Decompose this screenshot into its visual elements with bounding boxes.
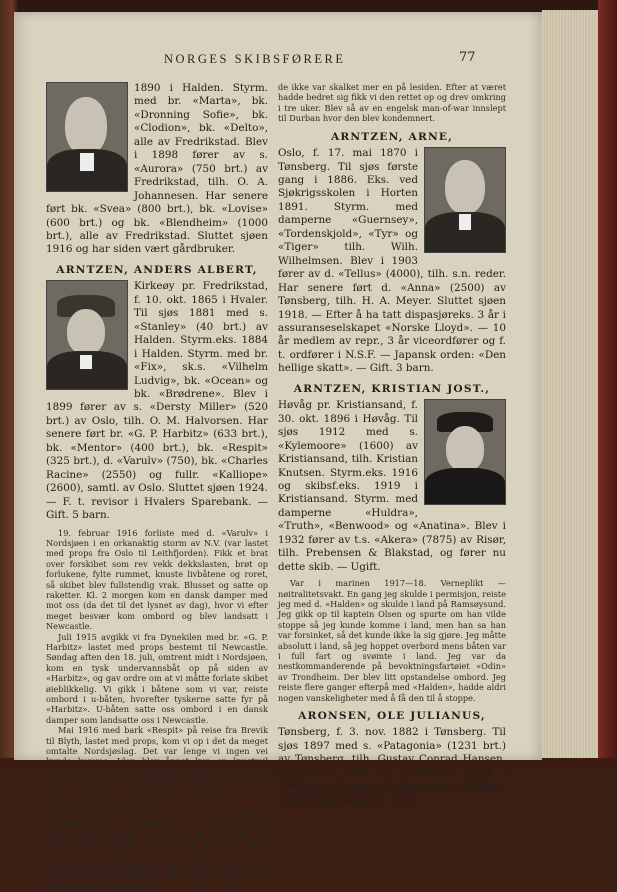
anecdote-continued (278, 82, 506, 124)
left-column (46, 82, 268, 892)
entry-heading-arne: ARNTZEN, ARNE, (330, 130, 454, 143)
book-cover (598, 0, 617, 768)
entry-heading-kristian: ARNTZEN, KRISTIAN JOST., (293, 382, 491, 395)
anecdote-anders (46, 528, 268, 892)
anecdote-paragraph: Var i marinen 1917—18. Verneplikt — nøitralitetsvakt. En gang jeg skulde i permisjon, reiste jeg med d. «Halden» og skulde i land på Ramsøysund. Jeg gikk op til kaptein Olsen og spurte om han vilde stoppe så jeg kunde komme i land, men han sa han var forsinket, så det kunde ikke la sig gjøre. Jeg måtte absolutt i land, så jeg hoppet overbord mens båten var i full fart og svømte i land. Jeg var da nestkommanderende på bevoktningsfartøiet «Odin» av Trondheim. Der blev litt opstandelse ombord. Jeg reiste flere ganger efterpå med «Halden», hadde aldri nogen vanskeligheter med å få den til å stoppe. (278, 578, 506, 703)
anecdote-paragraph: Mai 1916 med bark «Respit» på reise fra Brevik til Blyth, lastet med props, kom vi op i det da meget omtalte Nordsjøslag. Det var lenge vi ingen vei kunde komme. Iden blev åpnet kun en kvartmil borte. Det var nogen fryktelige minutter da kulene før rundt i alle retninger uten å treffe oss. Det var et under at vi ikke blev skudt i senk. Det var en øredøvende kanontorden. (46, 725, 268, 809)
portrait-photo-3 (424, 147, 506, 253)
anecdote-paragraph: de ikke var skalket mer en på lesiden. Efter at været hadde bedret sig fikk vi den rettet op og drev omkring i tre uker. Blev så av en engelsk man-of-war innslept til Durban hvor den blev kondemnert. (278, 82, 506, 124)
entry-body-anders: Kirkeøy pr. Fredrikstad, f. 10. okt. 1865 i Hvaler. Til sjøs 1881 med s. «Stanley» (40 brt.) av Halden. Styrm.eks. 1884 i Halden. Styrm. med br. «Fix», sk.s. «Vilhelm Ludvig», bk. «Ocean» og bk. «Brødrene». Blev i 1899 fører av s. «Dersty Miller» (520 brt.) av Oslo, tilh. O. M. Halvorsen. Har senere ført br. «G. P. Harbitz» (633 brt.), bk. «Mentor» (400 brt.), bk. «Respit» (325 brt.), d. «Varulv» (750), bk. «Charles Racine» (2550) og fullr. «Kalliope» (2600), samtl. av Oslo. Sluttet sjøen 1924. — F. t. revisor i Hvalers Sparebank. — Gift. 5 barn. (46, 280, 268, 522)
right-column (278, 82, 506, 807)
portrait-photo-4 (424, 399, 506, 505)
entry-body-arne: Oslo, f. 17. mai 1870 i Tønsberg. Til sjøs første gang i 1886. Eks. ved Sjøkrigsskolen i Horten 1891. Styrm. med damperne «Guernsey», «Tordenskjold», «Tyr» og «Tiger» tilh. Wilh. Wilhelmsen. Blev i 1903 fører av d. «Tellus» (4000), tilh. s.n. reder. Har senere ført d. «Anna» (2500) av Tønsberg, tilh. H. A. Meyer. Sluttet sjøen 1918. — Efter å ha tatt dispasjøreks. 3 år i assuranseselskapet «Norske Lloyd». — 10 år medlem av repr., 3 år viceordfører og f. t. ordfører i N.S.F. — Japansk orden: «Den hellige skatt». — Gift. 3 barn. (278, 147, 506, 375)
portrait-photo-2 (46, 280, 128, 390)
page-number: 77 (459, 50, 476, 65)
page-header (14, 52, 542, 72)
anecdote-kristian (278, 578, 506, 703)
running-title: NORGES SKIBSFØRERE (164, 52, 346, 66)
entry-intro-text: 1890 i Halden. Styrm. med br. «Marta», bk. «Dronning Sofie», bk. «Clodion», bk. «Delto», alle av Fredrikstad. Blev i 1898 fører av s. «Aurora» (750 brt.) av Fredrikstad, tilh. O. A. Johannesen. Har senere ført bk. «Svea» (800 brt.), bk. «Lovise» (600 brt.) og bk. «Blendheim» (1000 brt.), alle av Fredrikstad. Sluttet sjøen 1916 og har siden vært gårdbruker. (46, 82, 268, 256)
page-edges (542, 10, 602, 758)
portrait-photo-1 (46, 82, 128, 192)
book-page (14, 12, 542, 892)
anecdote-paragraph: Juli 1915 avgikk vi fra Dynekilen med br. «G. P. Harbitz» lastet med props bestemt til Newcastle. Søndag aften den 18. juli, omtrent midt i Nordsjøen, kom en tysk undervannsbåt op på siden av «Harbitz», og gav ordre om at vi måtte forlate skibet øieblikkelig. Vi gikk i båtene som vi var, reiste ombord i u-båten, hvorefter tyskerne satte fyr på «Harbitz». U-båten satte oss ombord i en dansk damper som landsatte oss i Newcastle. (46, 631, 268, 725)
entry-heading-ole: ARONSEN, OLE JULIANUS, (298, 710, 486, 722)
entry-body-ole: Tønsberg, f. 3. nov. 1882 i Tønsberg. Til sjøs 1897 med s. «Patagonia» (1231 brt.) av Tønsberg, tilh. Gustav Conrad Hansen. Styrm.eks. 1901 og skibsf.eks. 1904 i Tønsberg. Styrm. med damperne «Viking», «Dott» og «Maudie». Blev (278, 726, 506, 806)
entry-body-kristian: Høvåg pr. Kristiansand, f. 30. okt. 1896 i Høvåg. Til sjøs 1912 med s. «Kylemoore» (1600) av Kristiansand, tilh. Kristian Knutsen. Styrm.eks. 1916 og skibsf.eks. 1919 i Kristiansand. Styrm. med damperne «Huldra», «Truth», «Benwood» og «Anatina». Blev i 1932 fører av t.s. «Akera» (7875) av Risør, tilh. Prebensen & Blakstad, og fører nu dette skib. — Ugift. (278, 399, 506, 573)
anecdote-paragraph: Bark «Charles Racine» var vel i sin tid Norges stolteste seilskib, og bekjent for sine mange hurtige reiser. Blandt annet kan nevnes at jeg seilte fra Newport News til Rio på 32 dager, kullastet. Førte skibet på alle farvann i 5 år. I 1922 på reise fra Durban til Kanada kantret den på Øst-Afrika. Under storm kastet den ballasten. Måtte kappe riggen for å få lukene op av vannet, da (46, 808, 268, 892)
anecdote-paragraph: 19. februar 1916 forliste med d. «Varulv» i Nordsjøen i en orkanaktig storm av N.V. (var lastet med props fra Oslo til Leithfjorden). Fikk et brat over forskibet som rev vekk dekkslasten, brøt op forlukene, fylte rummet, knuste livbåtene og roret, så skibet blev fullstendig vrak. Blusset og satte op raketter. Kl. 2 morgen kom en dansk damper med mot oss (da det til det lysnet av dag), hvor vi efter meget besvær kom ombord og blev landsatt i Newcastle. (46, 527, 268, 632)
entry-heading-anders: ARNTZEN, ANDERS ALBERT, (56, 263, 258, 276)
